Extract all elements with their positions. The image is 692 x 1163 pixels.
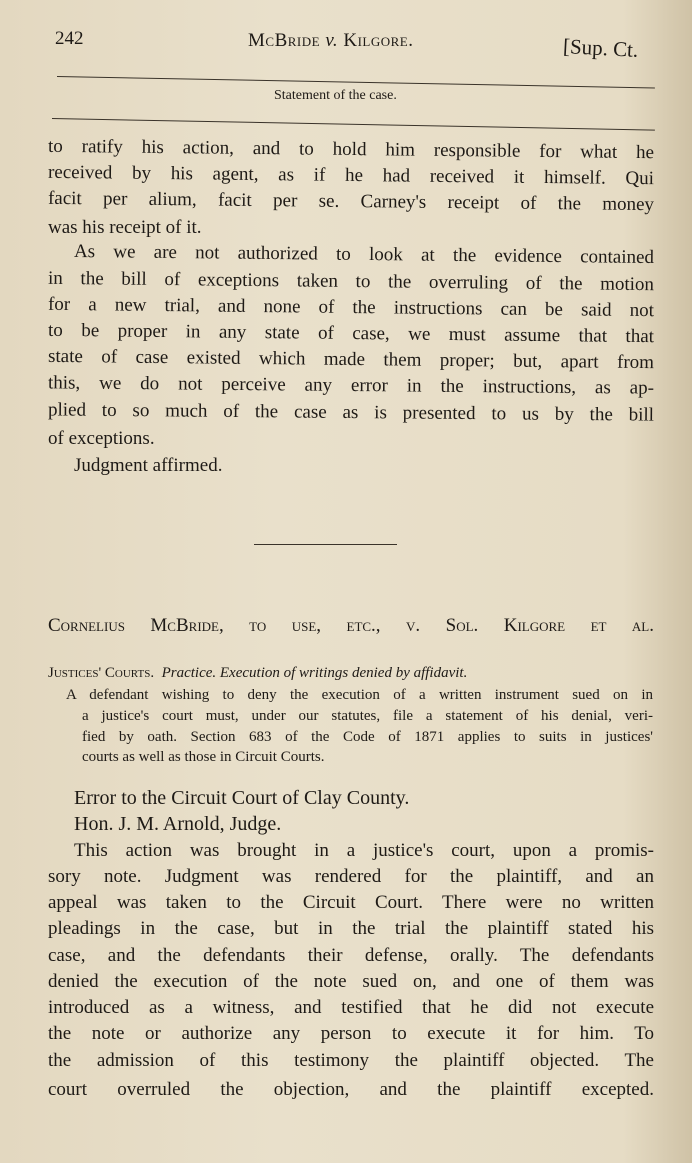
judgment-line: Judgment affirmed. <box>74 455 223 476</box>
text-line: This action was brought in a justice's court, upon a promis- <box>74 840 654 861</box>
text-line: received by his agent, as if he had received it himself. Qui <box>47 161 655 190</box>
text-line: As we are not authorized to look at the evidence contained <box>73 240 655 269</box>
running-title-plaintiff: McBride <box>248 30 321 51</box>
running-title <box>248 30 414 52</box>
section-heading: Statement of the case. <box>274 88 397 103</box>
judge-line: Hon. J. M. Arnold, Judge. <box>74 813 282 835</box>
text-line: case, and the defendants their defense, orally. The defendants <box>48 945 654 966</box>
syllabus-topic: Justices' Courts. <box>48 665 155 681</box>
page-number: 242 <box>55 28 84 49</box>
headnote-line: courts as well as those in Circuit Courts. <box>82 749 325 765</box>
case-title: Cornelius McBride, to use, etc., v. Sol. Kilgore et al. <box>48 615 654 636</box>
text-line: to ratify his action, and to hold him responsible for what he <box>47 135 655 164</box>
syllabus-subtopic: Practice. Execution of writings denied by affidavit. <box>161 665 468 681</box>
header-rule-bottom <box>52 118 655 131</box>
text-line: appeal was taken to the Circuit Court. There were no written <box>48 892 654 913</box>
text-line: the note or authorize any person to execute it for him. To <box>48 1023 654 1044</box>
text-line: court overruled the objection, and the plaintiff excepted. <box>48 1079 654 1100</box>
text-line: in the bill of exceptions taken to the overruling of the motion <box>47 267 655 296</box>
text-line: facit per alium, facit per se. Carney's receipt of the money <box>47 187 655 216</box>
text-line: state of case existed which made them proper; but, apart from <box>47 345 655 374</box>
headnote-line: fied by oath. Section 683 of the Code of 1871 applies to suits in justices' <box>82 729 653 745</box>
header-rule-top <box>57 76 655 88</box>
text-line: pleadings in the case, but in the trial the plaintiff stated his <box>48 918 654 939</box>
syllabus-heading <box>48 663 654 683</box>
text-line: was his receipt of it. <box>48 217 202 238</box>
text-line: sory note. Judgment was rendered for the plaintiff, and an <box>48 866 654 887</box>
text-line: for a new trial, and none of the instructions can be said not <box>47 293 655 322</box>
case-separator-rule <box>254 544 397 545</box>
text-line: of exceptions. <box>48 428 155 449</box>
court-label: [Sup. Ct. <box>562 34 639 62</box>
text-line: introduced as a witness, and testified that he did not execute <box>48 997 654 1018</box>
running-title-v: v. <box>325 30 339 51</box>
text-line: the admission of this testimony the plaintiff objected. The <box>48 1050 654 1071</box>
text-line: denied the execution of the note sued on, and one of them was <box>48 971 654 992</box>
text-line: this, we do not perceive any error in the instructions, as ap- <box>47 372 655 399</box>
text-line: to be proper in any state of case, we must assume that that <box>47 319 655 348</box>
headnote-line: a justice's court must, under our statutes, file a statement of his denial, veri- <box>82 708 653 724</box>
headnote-line: A defendant wishing to deny the execution of a written instrument sued on in <box>66 687 653 703</box>
running-title-defendant: Kilgore. <box>343 30 414 51</box>
text-line: plied to so much of the case as is presented to us by the bill <box>47 399 655 426</box>
error-line: Error to the Circuit Court of Clay County. <box>74 787 410 809</box>
